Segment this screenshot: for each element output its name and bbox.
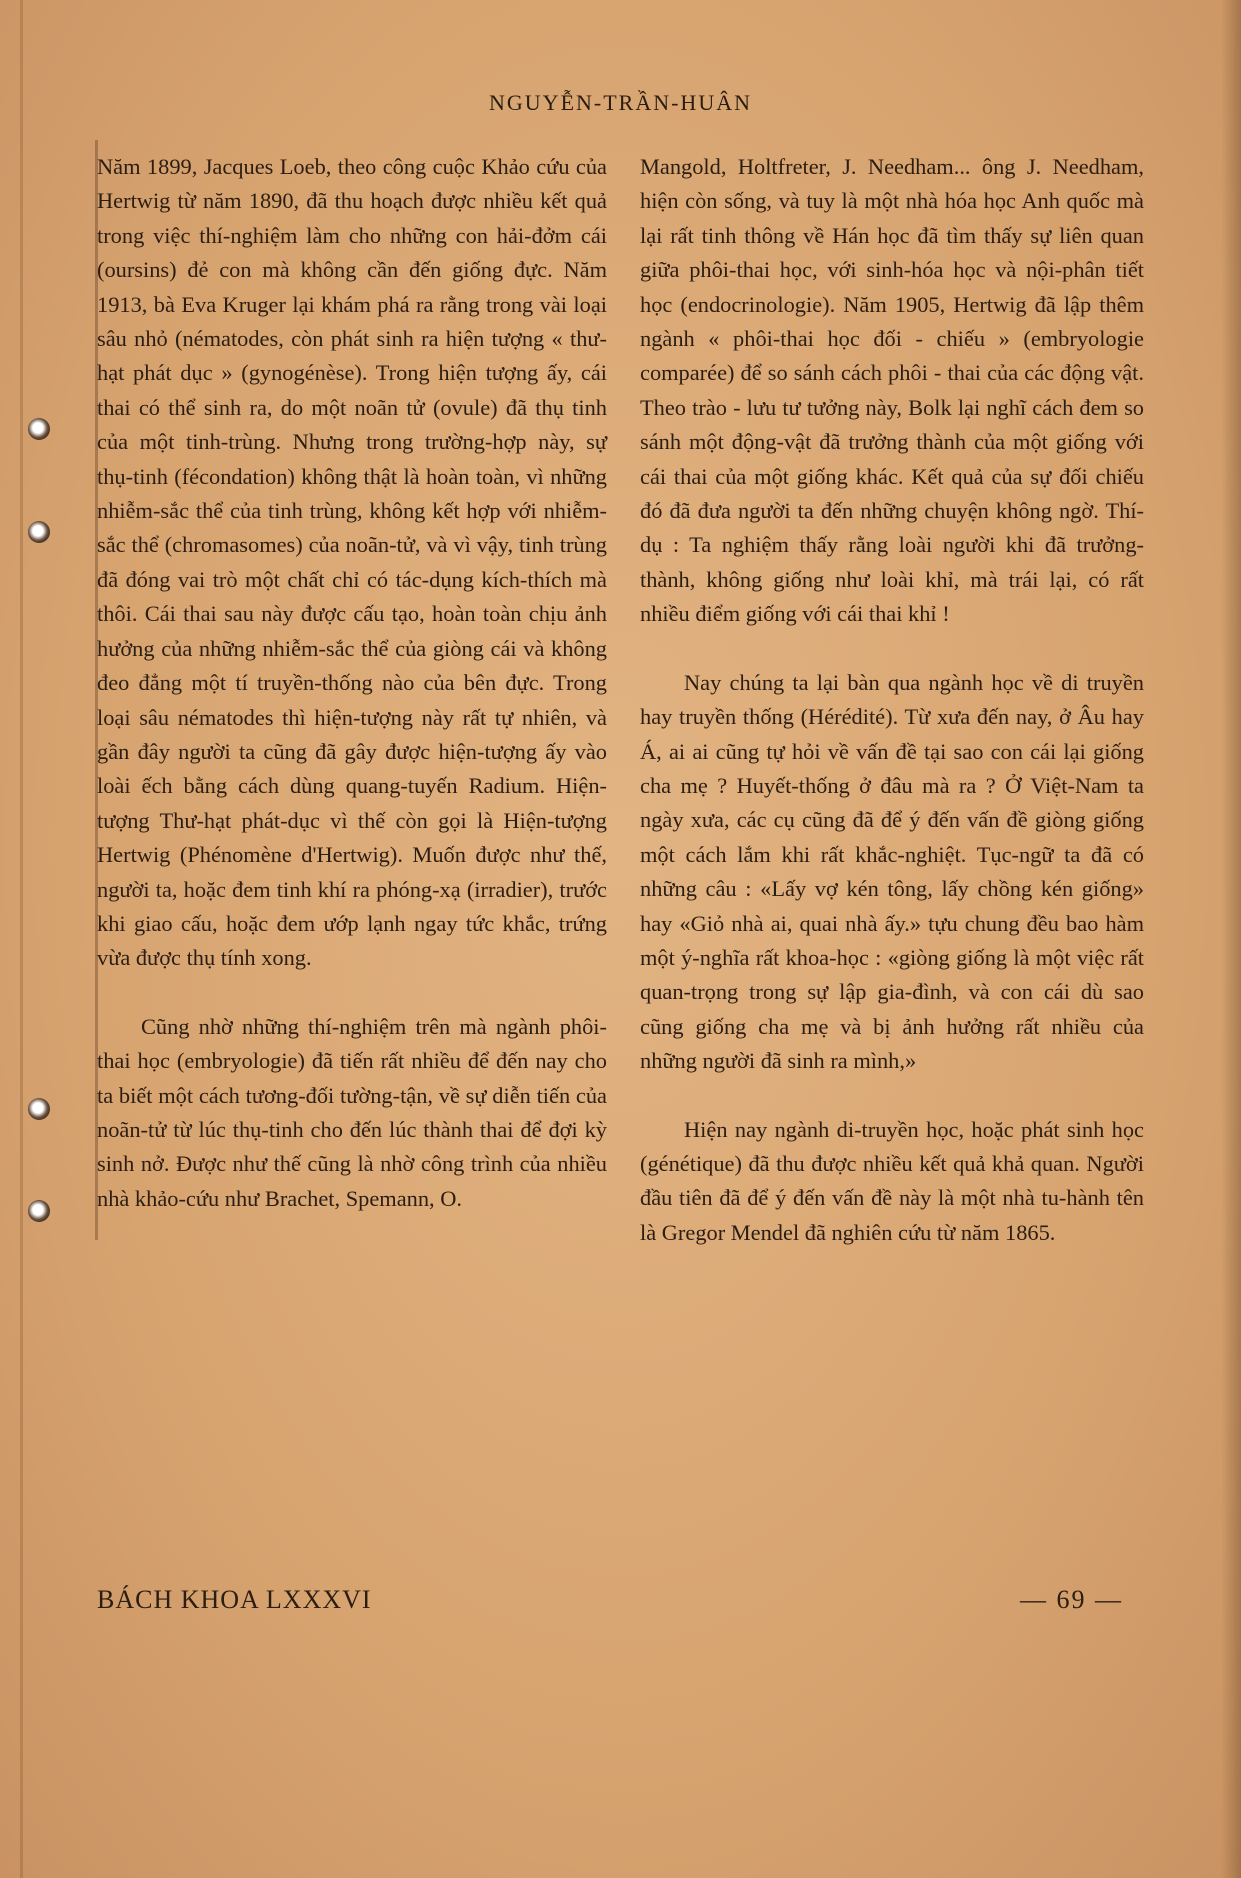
page-edge-shadow [1221,0,1241,1878]
running-header: NGUYỄN-TRẦN-HUÂN [489,90,752,115]
punch-hole-2 [28,521,50,543]
right-paragraph-1: Mangold, Holtfreter, J. Needham... ông J. Needham, hiện còn sống, và tuy là một nhà hóa học Anh quốc mà lại rất tinh thông về Hán học đã tìm thấy sự liên quan giữa phôi-thai học, với sinh-hóa học và nội-phân tiết học (endocrinologie). Năm 1905, Hertwig đã lập thêm ngành « phôi-thai học đối - chiếu » (embryologie comparée) để so sánh cách phôi - thai của các động vật. Theo trào - lưu tư tưởng này, Bolk lại nghĩ cách đem so sánh một động-vật đã trưởng thành của một giống với cái thai của một giống khác. Kết quả của sự đối chiếu đó đã đưa người ta đến những chuyện không ngờ. Thí-dụ : Ta nghiệm thấy rằng loài người khi đã trưởng-thành, không giống như loài khỉ, mà trái lại, có rất nhiều điểm giống với cái thai khỉ ! [640,154,1144,627]
publication-footer: BÁCH KHOA LXXXVI [97,1585,372,1614]
right-column [640,150,1144,1250]
right-paragraph-3: Hiện nay ngành di-truyền học, hoặc phát sinh học (génétique) đã thu được nhiều kết quả khả quan. Người đầu tiên đã để ý đến vấn đề này là một nhà tu-hành tên là Gregor Mendel đã nghiên cứu từ năm 1865. [640,1116,1144,1245]
left-paragraph-1: Năm 1899, Jacques Loeb, theo công cuộc Khảo cứu của Hertwig từ năm 1890, đã thu hoạch được nhiều kết quả trong việc thí-nghiệm làm cho những con hải-đởm cái (oursins) đẻ con mà không cần đến giống đực. Năm 1913, bà Eva Kruger lại khám phá ra rằng trong vài loại sâu nhỏ (nématodes, còn phát sinh ra hiện tượng « thư-hạt phát dục » (gynogénèse). Trong hiện tượng ấy, cái thai có thể sinh ra, do một noãn tử (ovule) đã thụ tinh của một tinh-trùng. Nhưng trong trường-hợp này, sự thụ-tinh (fécondation) không thật là hoàn toàn, vì những nhiễm-sắc thể của tinh trùng, không kết hợp với nhiễm-sắc thể (chromasomes) của noãn-tử, và vì vậy, tinh trùng đã đóng vai trò một chất chỉ có tác-dụng kích-thích mà thôi. Cái thai sau này được cấu tạo, hoàn toàn chịu ảnh hưởng của những nhiễm-sắc thể của giòng cái và không đeo đẳng một tí truyền-thống nào của bên đực. Trong loại sâu nématodes thì hiện-tượng này rất tự nhiên, và gần đây người ta cũng đã gây được hiện-tượng ấy vào loài ếch bằng cách dùng quang-tuyến Radium. Hiện-tượng Thư-hạt phát-dục vì thế còn gọi là Hiện-tượng Hertwig (Phénomène d'Hertwig). Muốn được như thế, người ta, hoặc đem tinh khí ra phóng-xạ (irradier), trước khi giao cấu, hoặc đem ướp lạnh ngay tức khắc, trứng vừa được thụ tính xong. [97,154,607,971]
punch-hole-3 [28,1098,50,1120]
page-number: — 69 — [1020,1585,1123,1614]
punch-hole-4 [28,1200,50,1222]
left-column [97,150,607,1216]
left-paragraph-2: Cũng nhờ những thí-nghiệm trên mà ngành phôi-thai học (embryologie) đã tiến rất nhiều để đến nay cho ta biết một cách tương-đối tường-tận, về sự diễn tiến của noãn-tử từ lúc thụ-tinh cho đến lúc thành thai để đợi kỳ sinh nở. Được như thế cũng là nhờ công trình của nhiều nhà khảo-cứu như Brachet, Spemann, O. [97,1013,607,1211]
right-paragraph-2: Nay chúng ta lại bàn qua ngành học về di truyền hay truyền thống (Hérédité). Từ xưa đến nay, ở Âu hay Á, ai ai cũng tự hỏi về vấn đề tại sao con cái lại giống cha mẹ ? Huyết-thống ở đâu mà ra ? Ở Việt-Nam ta ngày xưa, các cụ cũng đã để ý đến vấn đề giòng giống một cách lắm khi rất khắc-nghiệt. Tục-ngữ ta đã có những câu : «Lấy vợ kén tông, lấy chồng kén giống» hay «Giỏ nhà ai, quai nhà ấy.» tựu chung đều bao hàm một ý-nghĩa rất khoa-học : «giòng giống là một việc rất quan-trọng trong sự lập gia-đình, và con cái dù sao cũng giống cha mẹ và bị ảnh hưởng rất nhiều của những người đã sinh ra mình,» [640,669,1144,1074]
page-fold-shadow [20,0,23,1878]
punch-hole-1 [28,418,50,440]
